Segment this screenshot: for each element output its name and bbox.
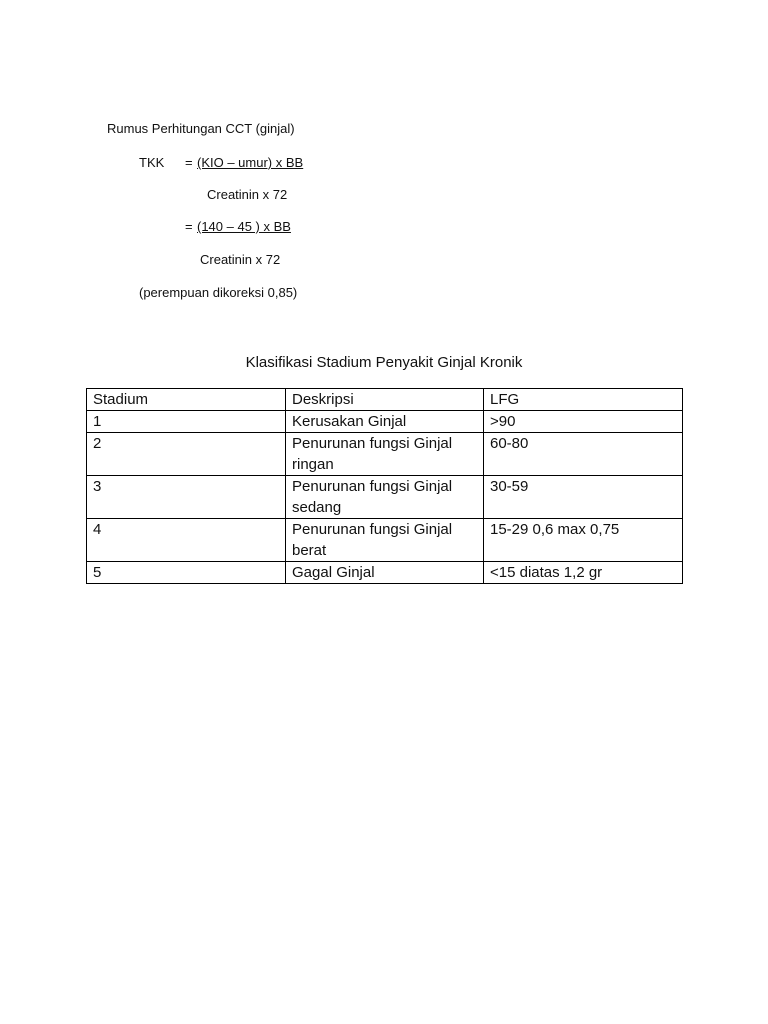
tkk-label: TKK [139,155,165,170]
cell-lfg: >90 [484,411,683,433]
cell-lfg: <15 diatas 1,2 gr [484,562,683,584]
equals-sign-1: = [185,155,193,170]
table-row [87,433,683,476]
cell-stadium: 2 [87,433,286,476]
table-title: Klasifikasi Stadium Penyakit Ginjal Kronik [245,354,523,371]
header-lfg: LFG [484,389,683,411]
cell-stadium: 1 [87,411,286,433]
cell-lfg: 30-59 [484,476,683,519]
table-row [87,562,683,584]
cell-deskripsi: Penurunan fungsi Ginjal berat [286,519,484,562]
header-deskripsi: Deskripsi [286,389,484,411]
stadium-table [86,388,683,584]
formula-numerator-1: (KIO – umur) x BB [197,155,304,170]
cell-lfg: 60-80 [484,433,683,476]
header-stadium: Stadium [87,389,286,411]
formula-denominator-1: Creatinin x 72 [207,187,288,202]
cell-stadium: 3 [87,476,286,519]
equals-sign-2: = [185,219,193,234]
formula-numerator-2: (140 – 45 ) x BB [197,219,291,234]
cell-deskripsi: Penurunan fungsi Ginjal sedang [286,476,484,519]
table-row [87,519,683,562]
cell-deskripsi: Gagal Ginjal [286,562,484,584]
formula-heading: Rumus Perhitungan CCT (ginjal) [107,121,295,136]
table-row [87,476,683,519]
cell-deskripsi: Kerusakan Ginjal [286,411,484,433]
formula-denominator-2: Creatinin x 72 [200,252,281,267]
cell-stadium: 5 [87,562,286,584]
correction-note: (perempuan dikoreksi 0,85) [139,285,298,300]
cell-deskripsi: Penurunan fungsi Ginjal ringan [286,433,484,476]
table-header-row [87,389,683,411]
table-row [87,411,683,433]
cell-lfg: 15-29 0,6 max 0,75 [484,519,683,562]
cell-stadium: 4 [87,519,286,562]
